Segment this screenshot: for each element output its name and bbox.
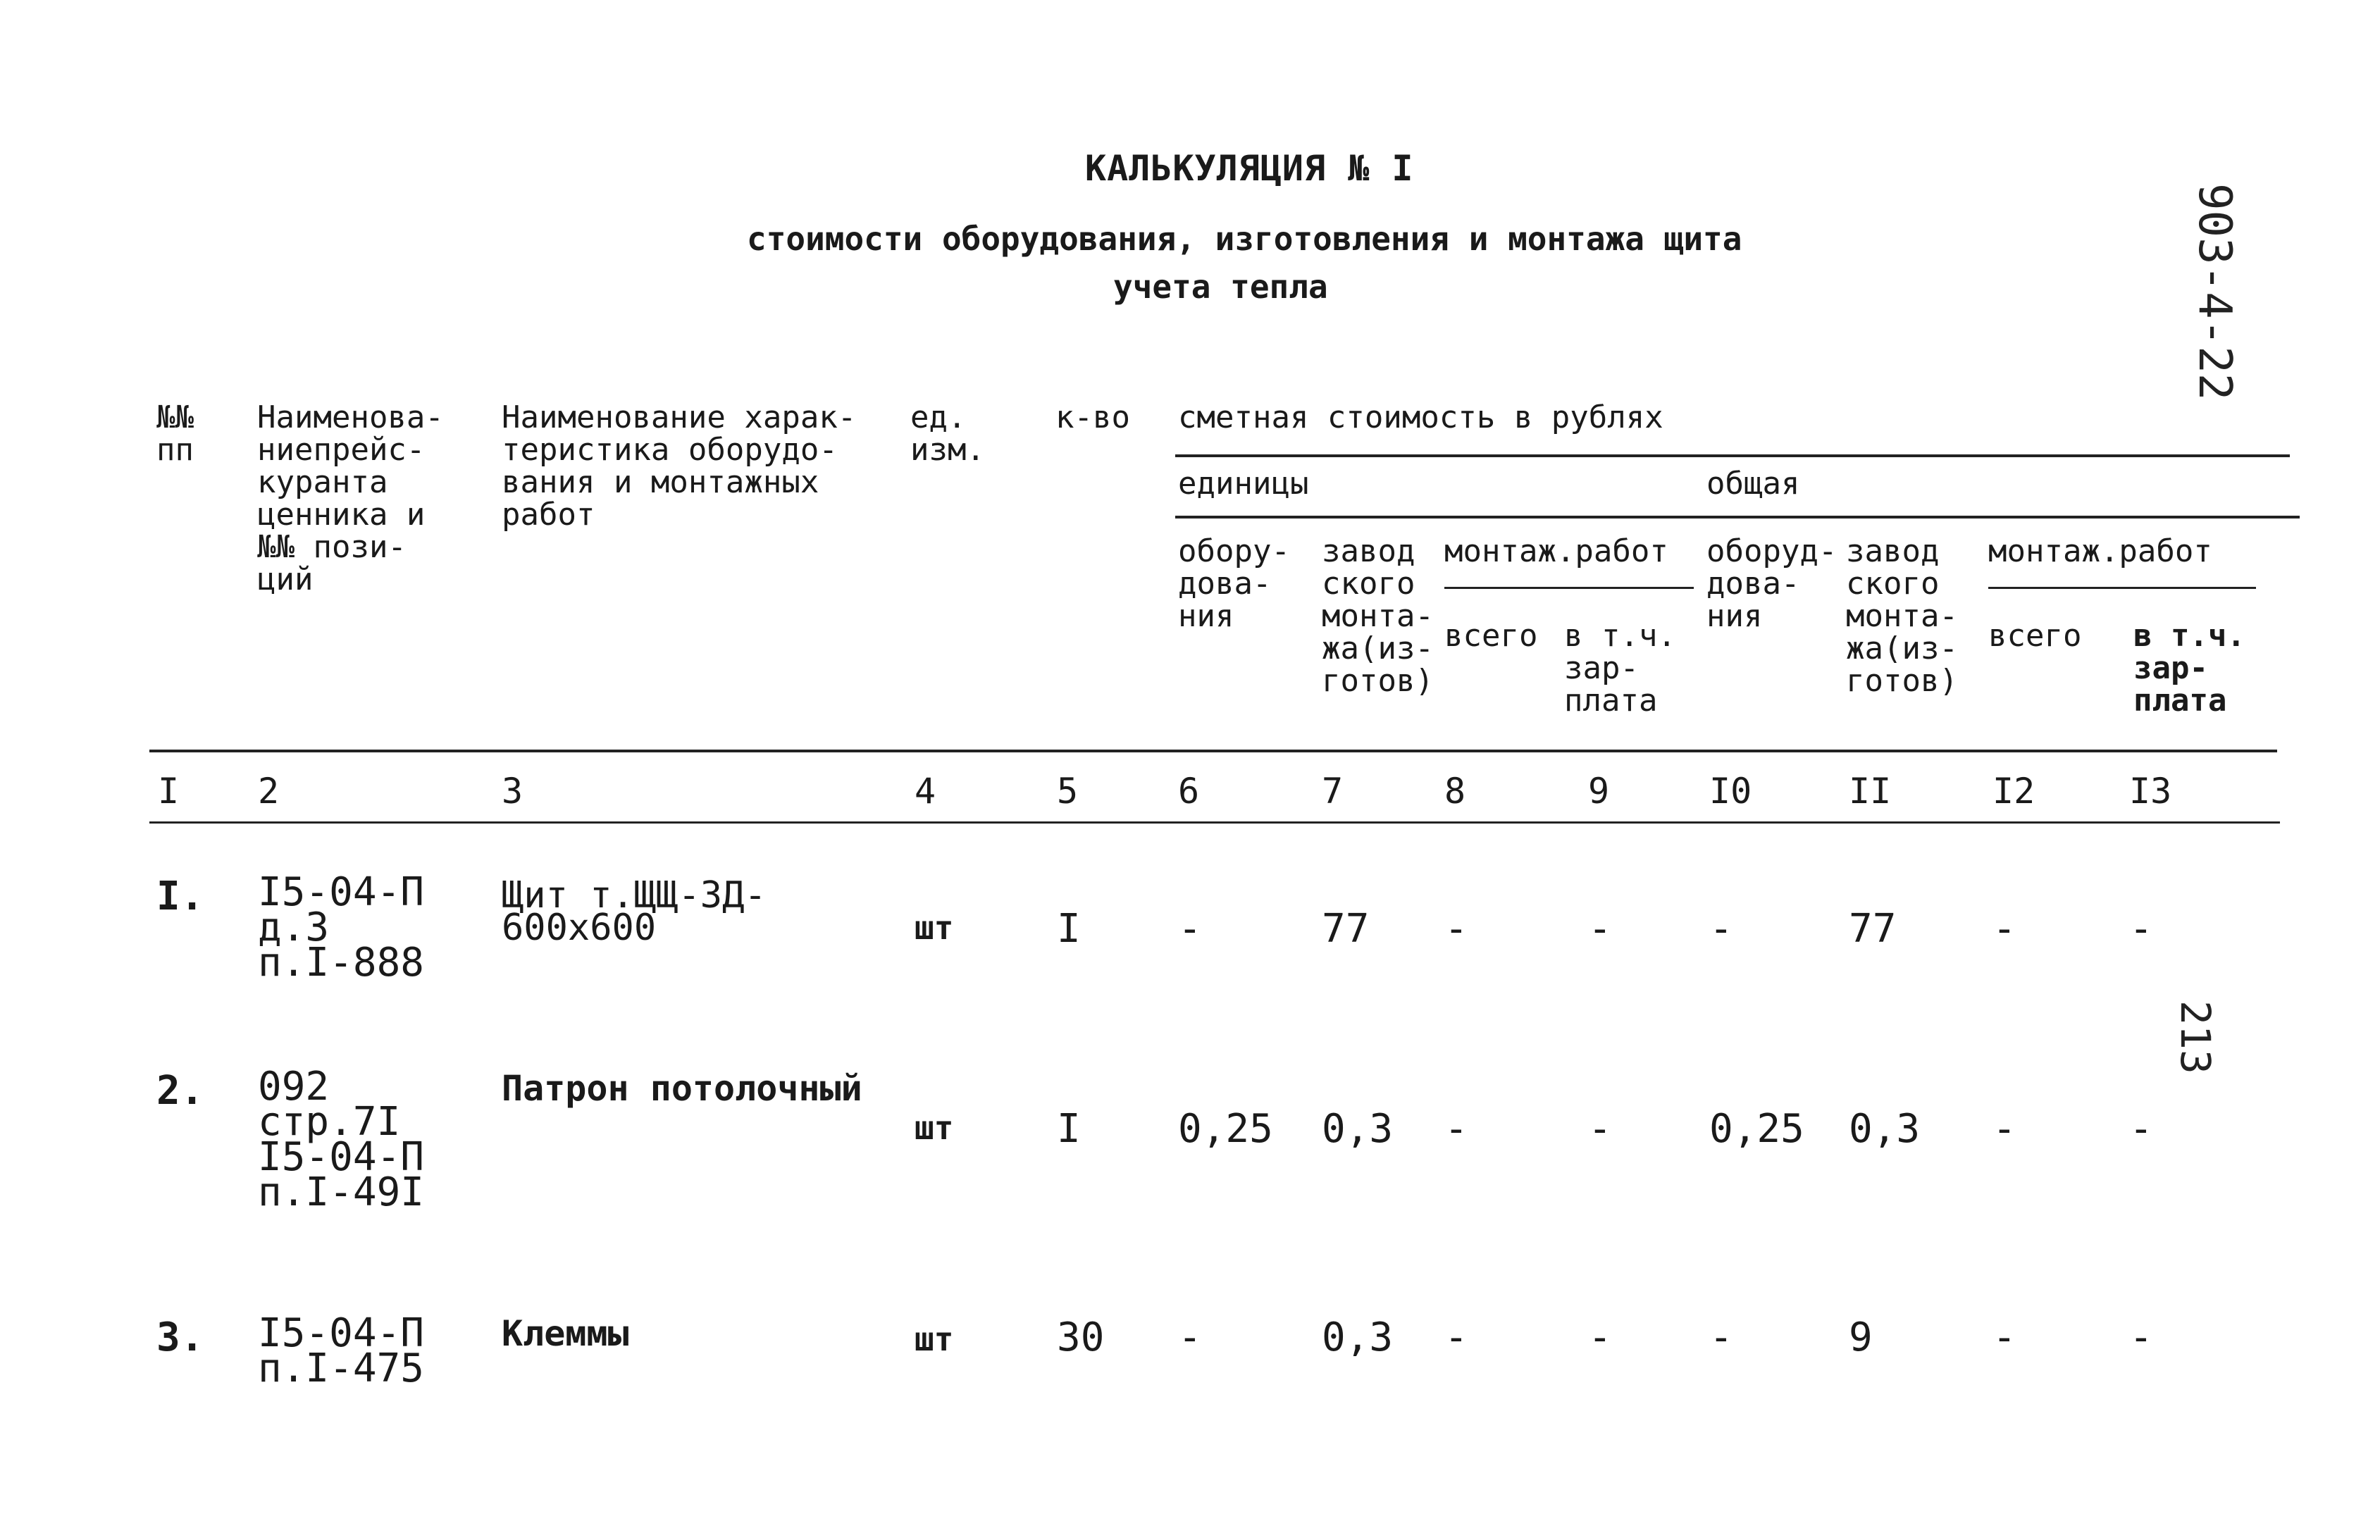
row-mount-all-total: - (1992, 1106, 2016, 1152)
header-col-unit: ед. изм. (910, 399, 985, 468)
row-number: 3. (156, 1315, 204, 1360)
header-factory-total: завод ского монта- жа(из- готов) (1846, 533, 1958, 699)
row-mount-wage-unit: - (1588, 1315, 1612, 1360)
row-number: 2. (156, 1068, 204, 1114)
row-factory-total: 9 (1849, 1315, 1873, 1360)
header-col-qty: к-во (1055, 399, 1130, 435)
header-bottom-rule (149, 750, 2277, 752)
header-all-unit: всего (1444, 618, 1538, 654)
row-pricelist-code: I5-04-П д.3 п.I-888 (258, 869, 425, 986)
row-item-name: Клеммы (502, 1313, 629, 1354)
row-factory-unit: 0,3 (1322, 1315, 1394, 1360)
header-divider-groups (1175, 516, 2300, 518)
header-wage-total: в т.ч. зар- плата (2133, 618, 2245, 719)
page-subtitle-line1: стоимости оборудования, изготовления и монтажа щита (747, 220, 1742, 258)
header-all-total: всего (1988, 618, 2082, 654)
row-equip-total: 0,25 (1709, 1106, 1804, 1152)
page-number-stamp: 213 (2171, 1000, 2219, 1074)
row-mount-wage-total: - (2129, 1315, 2153, 1360)
header-mount-total: монтаж.работ (1988, 533, 2212, 569)
row-pricelist-code: 092 стр.7I I5-04-П п.I-49I (258, 1064, 425, 1215)
column-number: II (1849, 771, 1892, 812)
row-mount-all-unit: - (1444, 906, 1468, 952)
row-equip-total: - (1709, 1315, 1733, 1360)
row-mount-wage-total: - (2129, 906, 2153, 952)
row-mount-wage-total: - (2129, 1106, 2153, 1152)
row-equip-unit: - (1178, 906, 1202, 952)
column-number: 4 (915, 771, 936, 812)
row-quantity: 30 (1057, 1315, 1105, 1360)
header-divider-mount-unit (1444, 587, 1694, 589)
page-subtitle-line2: учета тепла (1113, 268, 1328, 306)
header-cost-group: сметная стоимость в рублях (1178, 399, 1663, 435)
row-mount-wage-unit: - (1588, 1106, 1612, 1152)
row-unit: шт (915, 909, 954, 947)
column-number: 7 (1322, 771, 1344, 812)
column-number: 8 (1444, 771, 1466, 812)
header-mount-unit: монтаж.работ (1444, 533, 1668, 569)
row-item-name: Патрон потолочный (502, 1068, 862, 1109)
column-number: 2 (258, 771, 280, 812)
header-unit-group: единицы (1178, 466, 1309, 502)
row-number: I. (156, 874, 204, 919)
row-equip-unit: 0,25 (1178, 1106, 1273, 1152)
row-unit: шт (915, 1320, 954, 1358)
row-mount-wage-unit: - (1588, 906, 1612, 952)
row-mount-all-total: - (1992, 1315, 2016, 1360)
row-factory-total: 77 (1849, 906, 1897, 952)
column-number-rule (149, 821, 2280, 824)
row-mount-all-unit: - (1444, 1315, 1468, 1360)
row-pricelist-code: I5-04-П п.I-475 (258, 1310, 425, 1391)
column-number: 5 (1057, 771, 1079, 812)
header-equip-total: оборуд- дова- ния (1706, 533, 1837, 634)
column-number: 6 (1178, 771, 1200, 812)
header-factory-unit: завод ского монта- жа(из- готов) (1322, 533, 1434, 699)
column-number: 3 (502, 771, 523, 812)
row-unit: шт (915, 1109, 954, 1147)
document-code-stamp: 903-4-22 (2188, 183, 2240, 401)
page-title: КАЛЬКУЛЯЦИЯ № I (1085, 148, 1414, 189)
header-wage-unit: в т.ч. зар- плата (1564, 618, 1676, 719)
row-equip-total: - (1709, 906, 1733, 952)
row-quantity: I (1057, 906, 1081, 952)
row-factory-unit: 77 (1322, 906, 1370, 952)
row-equip-unit: - (1178, 1315, 1202, 1360)
header-col-pricelist: Наименова- ниепрейс- куранта ценника и №№ пози- ций (257, 399, 444, 597)
column-number: I (158, 771, 180, 812)
header-total-group: общая (1706, 466, 1800, 502)
row-item-name: Щит т.ЩЩ-3Д- 600х600 (502, 874, 767, 949)
column-number: I3 (2129, 771, 2172, 812)
column-number: 9 (1588, 771, 1610, 812)
header-equip-unit: обору- дова- ния (1178, 533, 1290, 634)
header-divider-mount-total (1988, 587, 2256, 589)
row-mount-all-unit: - (1444, 1106, 1468, 1152)
row-factory-total: 0,3 (1849, 1106, 1921, 1152)
row-factory-unit: 0,3 (1322, 1106, 1394, 1152)
header-col-number: №№ пп (156, 399, 194, 468)
column-number: I2 (1992, 771, 2035, 812)
row-mount-all-total: - (1992, 906, 2016, 952)
row-quantity: I (1057, 1106, 1081, 1152)
header-col-name: Наименование харак- теристика оборудо- вания и монтажных работ (502, 399, 857, 533)
header-divider-cost (1175, 454, 2290, 457)
column-number: I0 (1709, 771, 1752, 812)
